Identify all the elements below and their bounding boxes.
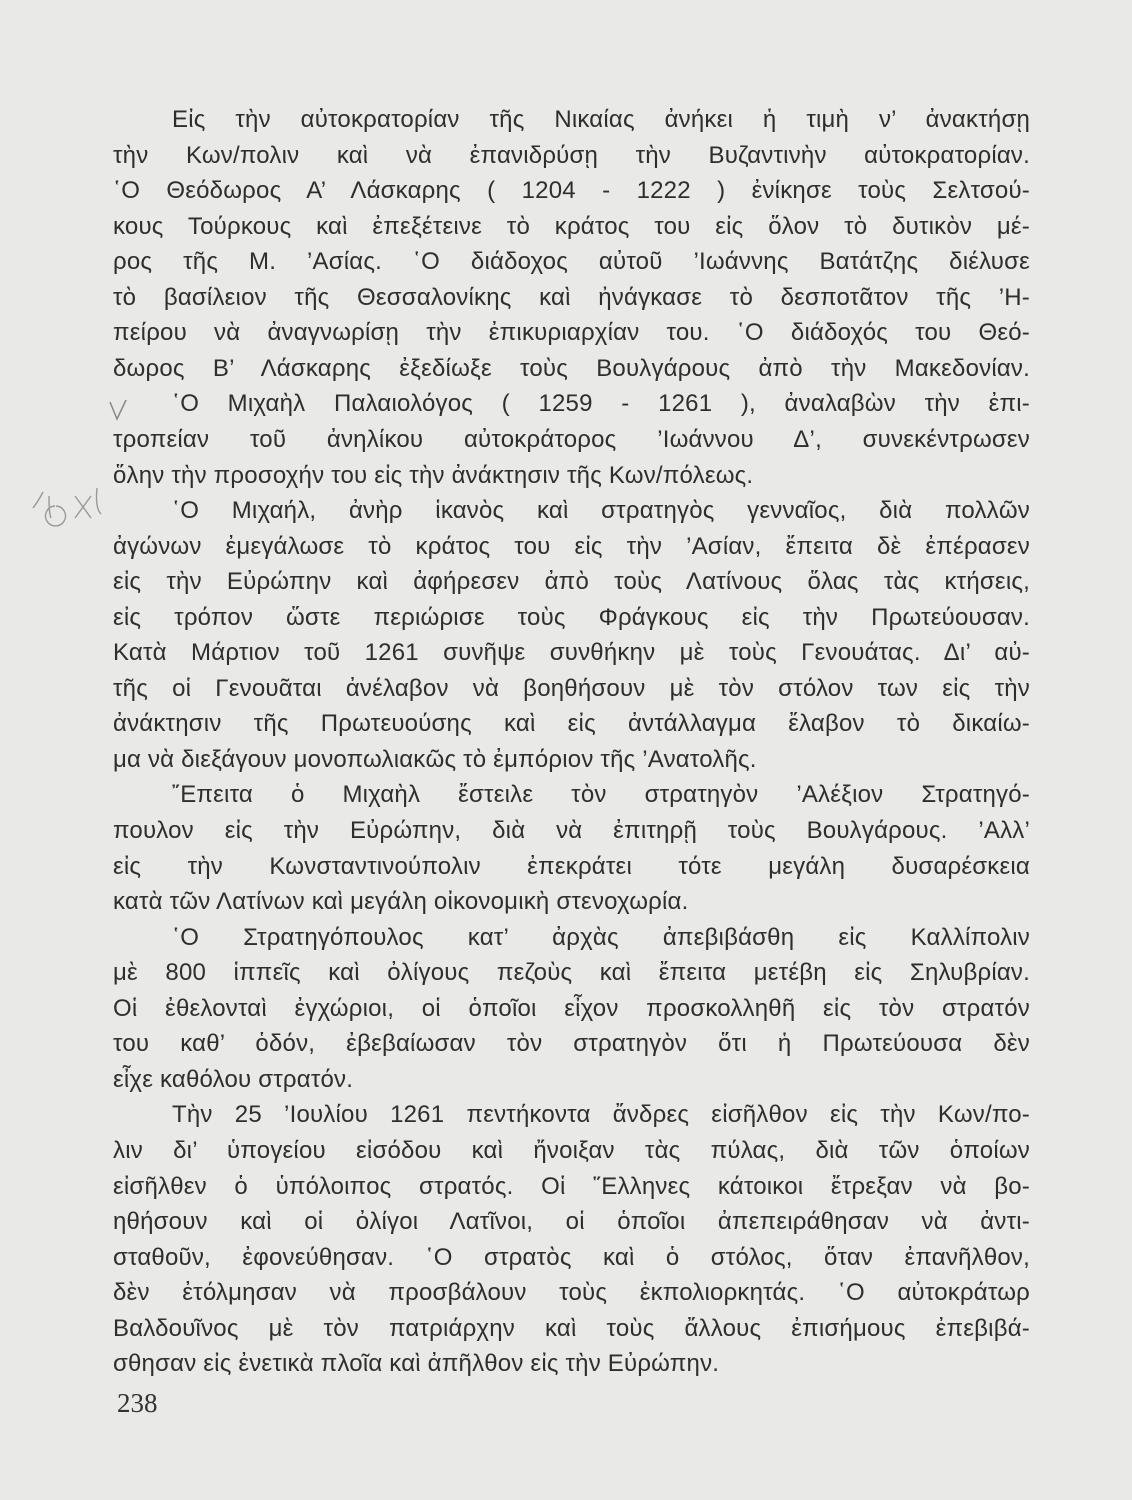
text-line: τῆς οἱ Γενουᾶται ἀνέλαβον νὰ βοηθήσουν μὲ τὸν στόλον των εἰς τὴν [113, 674, 1030, 702]
text-line: ῾Ο Μιχαήλ, ἀνὴρ ἱκανὸς καὶ στρατηγὸς γενναῖος, διὰ πολλῶν [172, 497, 1030, 525]
text-line: σταθοῦν, ἐφονεύθησαν. ῾Ο στρατὸς καὶ ὁ στόλος, ὅταν ἐπανῆλθον, [113, 1243, 1030, 1271]
text-line: τὴν Κων/πολιν καὶ νὰ ἐπανιδρύσῃ τὴν Βυζαντινὴν αὐτοκρατορίαν. [113, 141, 1030, 169]
text-line: ηθήσουν καὶ οἱ ὀλίγοι Λατῖνοι, οἱ ὁποῖοι ἀπεπειράθησαν νὰ ἀντι- [113, 1208, 1030, 1236]
text-line: ἀνάκτησιν τῆς Πρωτευούσης καὶ εἰς ἀντάλλαγμα ἔλαβον τὸ δικαίω- [113, 710, 1030, 738]
text-line: Οἱ ἐθελονταὶ ἐγχώριοι, οἱ ὁποῖοι εἶχον προσκολληθῆ εἰς τὸν στρατόν [113, 994, 1030, 1022]
text-line: του καθ’ ὁδόν, ἐβεβαίωσαν τὸν στρατηγὸν ὅτι ἡ Πρωτεύουσα δὲν [113, 1030, 1030, 1058]
text-line: ῾Ο Στρατηγόπουλος κατ’ ἀρχὰς ἀπεβιβάσθη εἰς Καλλίπολιν [172, 923, 1030, 951]
text-line: πουλον εἰς τὴν Εὐρώπην, διὰ νὰ ἐπιτηρῇ τοὺς Βουλγάρους. ’Αλλ’ [113, 817, 1030, 844]
text-line: ὅλην τὴν προσοχήν του εἰς τὴν ἀνάκτησιν τῆς Κων/πόλεως. [113, 461, 754, 489]
text-line: Κατὰ Μάρτιον τοῦ 1261 συνῆψε συνθήκην μὲ τοὺς Γενουάτας. Δι’ αὐ- [113, 639, 1030, 667]
text-line: ῾Ο Θεόδωρος Α’ Λάσκαρης ( 1204 - 1222 ) ἐνίκησε τοὺς Σελτσού- [113, 177, 1030, 205]
text-line: λιν δι’ ὑπογείου εἰσόδου καὶ ἤνοιξαν τὰς πύλας, διὰ τῶν ὁποίων [113, 1136, 1030, 1164]
text-line: κατὰ τῶν Λατίνων καὶ μεγάλη οἰκονομικὴ στενοχωρία. [113, 888, 689, 916]
text-line: κους Τούρκους καὶ ἐπεξέτεινε τὸ κράτος του εἰς ὅλον τὸ δυτικὸν μέ- [113, 212, 1030, 240]
text-line: εἰς τὴν Κωνσταντινούπολιν ἐπεκράτει τότε μεγάλη δυσαρέσκεια [113, 852, 1030, 880]
text-line: σθησαν εἰς ἐνετικὰ πλοῖα καὶ ἀπῆλθον εἰς τὴν Εὐρώπην. [113, 1350, 720, 1378]
text-line: ῎Επειτα ὁ Μιχαὴλ ἔστειλε τὸν στρατηγὸν ’Αλέξιον Στρατηγό- [172, 781, 1030, 809]
text-line: εἰς τὴν Εὐρώπην καὶ ἀφήρεσεν ἀπὸ τοὺς Λατίνους ὅλας τὰς κτήσεις, [113, 568, 1030, 596]
page-number: 238 [117, 1388, 158, 1418]
text-line: ῾Ο Μιχαὴλ Παλαιολόγος ( 1259 - 1261 ), ἀναλαβὼν τὴν ἐπι- [172, 390, 1030, 418]
text-line: δὲν ἐτόλμησαν νὰ προσβάλουν τοὺς ἐκπολιορκητάς. ῾Ο αὐτοκράτωρ [113, 1279, 1030, 1307]
text-line: μὲ 800 ἱππεῖς καὶ ὀλίγους πεζοὺς καὶ ἔπειτα μετέβη εἰς Σηλυβρίαν. [113, 959, 1030, 987]
handwritten-margin-note [25, 478, 105, 528]
text-line: Εἰς τὴν αὐτοκρατορίαν τῆς Νικαίας ἀνήκει ἡ τιμὴ ν’ ἀνακτήσῃ [172, 106, 1030, 133]
text-line: ρος τῆς Μ. ’Ασίας. ῾Ο διάδοχος αὐτοῦ ’Ιωάννης Βατάτζης διέλυσε [113, 248, 1030, 276]
handwritten-check-mark [108, 398, 128, 422]
text-line: Βαλδουῖνος μὲ τὸν πατριάρχην καὶ τοὺς ἄλλους ἐπισήμους ἐπεβιβά- [113, 1314, 1030, 1342]
text-line: εἶχε καθόλου στρατόν. [113, 1065, 354, 1093]
text-line: Τὴν 25 ’Ιουλίου 1261 πεντήκοντα ἄνδρες εἰσῆλθον εἰς τὴν Κων/πο- [172, 1101, 1030, 1129]
text-line: πείρου νὰ ἀναγνωρίσῃ τὴν ἐπικυριαρχίαν του. ῾Ο διάδοχός του Θεό- [113, 319, 1030, 347]
text-line: ἀγώνων ἐμεγάλωσε τὸ κράτος του εἰς τὴν ’Ασίαν, ἔπειτα δὲ ἐπέρασεν [113, 532, 1030, 560]
text-line: τροπείαν τοῦ ἀνηλίκου αὐτοκράτορος ’Ιωάννου Δ’, συνεκέντρωσεν [113, 425, 1030, 453]
text-line: εἰσῆλθεν ὁ ὑπόλοιπος στρατός. Οἱ ῞Ελληνες κάτοικοι ἔτρεξαν νὰ βο- [113, 1172, 1030, 1200]
text-line: δωρος Β’ Λάσκαρης ἐξεδίωξε τοὺς Βουλγάρους ἀπὸ τὴν Μακεδονίαν. [113, 354, 1030, 382]
text-line: εἰς τρόπον ὥστε περιώρισε τοὺς Φράγκους εἰς τὴν Πρωτεύουσαν. [113, 603, 1030, 631]
text-line: μα νὰ διεξάγουν μονοπωλιακῶς τὸ ἐμπόριον τῆς ’Ανατολῆς. [113, 745, 757, 773]
text-line: τὸ βασίλειον τῆς Θεσσαλονίκης καὶ ἠνάγκασε τὸ δεσποτᾶτον τῆς ’Η- [113, 283, 1030, 311]
